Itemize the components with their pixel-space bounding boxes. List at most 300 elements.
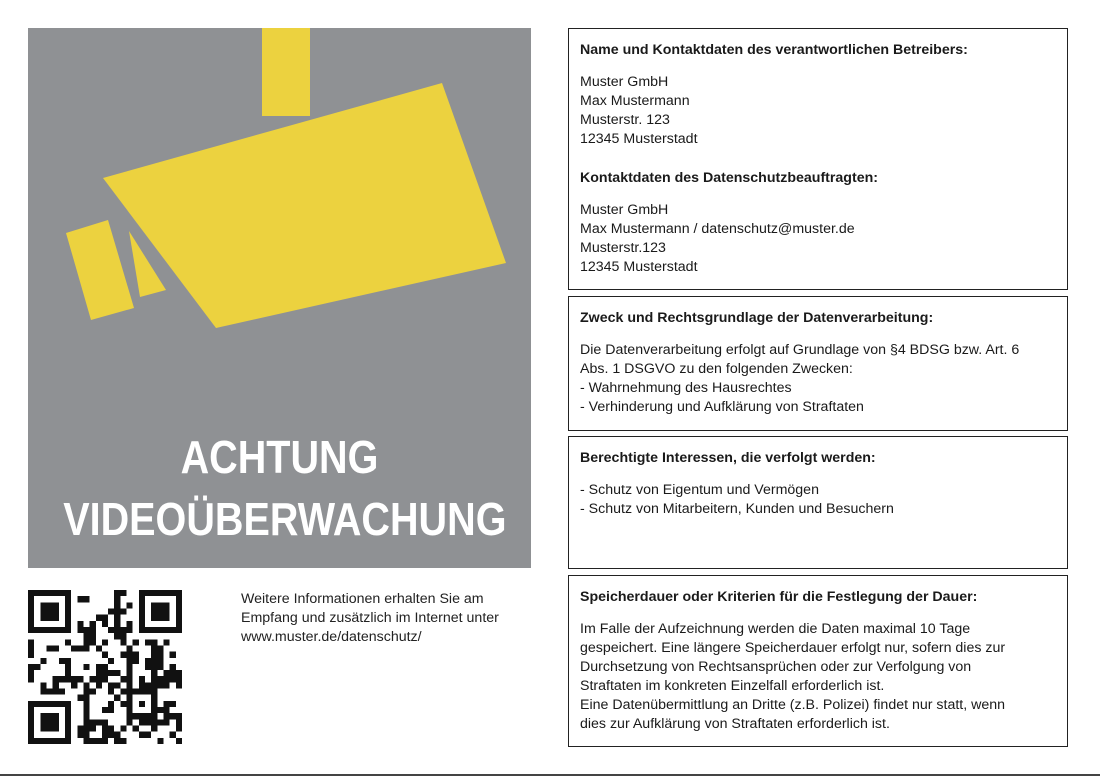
info-line: Weitere Informationen erhalten Sie am <box>241 591 484 607</box>
sign-headline-achtung: ACHTUNG <box>180 431 379 483</box>
qr-module <box>176 713 182 719</box>
qr-module <box>83 707 89 713</box>
qr-module <box>59 689 65 695</box>
qr-module <box>133 658 139 664</box>
qr-module <box>28 639 34 645</box>
qr-module <box>127 701 133 707</box>
qr-module <box>46 726 52 732</box>
qr-module <box>139 689 145 695</box>
qr-module <box>28 707 34 713</box>
qr-module <box>40 615 46 621</box>
qr-module <box>127 676 133 682</box>
qr-module <box>139 590 145 596</box>
qr-module <box>164 608 170 614</box>
qr-module <box>108 689 114 695</box>
qr-module <box>28 627 34 633</box>
qr-module <box>59 658 65 664</box>
purpose-line: Die Datenverarbeitung erfolgt auf Grundlage von §4 BDSG bzw. Art. 6 <box>580 342 1020 358</box>
qr-module <box>170 627 176 633</box>
qr-module <box>53 726 59 732</box>
operator-title: Name und Kontaktdaten des verantwortlichen Betreibers: <box>580 42 968 58</box>
qr-module <box>90 627 96 633</box>
qr-module <box>65 602 71 608</box>
qr-module <box>120 633 126 639</box>
qr-module <box>139 732 145 738</box>
qr-module <box>176 670 182 676</box>
qr-module <box>65 621 71 627</box>
qr-module <box>83 719 89 725</box>
qr-module <box>96 738 102 744</box>
qr-module <box>28 652 34 658</box>
qr-module <box>157 590 163 596</box>
qr-module <box>114 608 120 614</box>
qr-module <box>40 602 46 608</box>
qr-module <box>151 676 157 682</box>
qr-module <box>139 676 145 682</box>
camera-lens-front <box>66 220 134 320</box>
qr-module <box>65 627 71 633</box>
qr-module <box>46 602 52 608</box>
qr-module <box>53 689 59 695</box>
more-info-text <box>241 590 541 647</box>
qr-module <box>151 689 157 695</box>
qr-module <box>90 676 96 682</box>
qr-module <box>77 627 83 633</box>
qr-module <box>65 707 71 713</box>
qr-module <box>145 590 151 596</box>
qr-module <box>71 676 77 682</box>
qr-module <box>170 670 176 676</box>
interests-line: - Schutz von Mitarbeitern, Kunden und Besuchern <box>580 501 894 517</box>
qr-module <box>164 670 170 676</box>
qr-module <box>151 658 157 664</box>
purpose-line: Abs. 1 DSGVO zu den folgenden Zwecken: <box>580 361 853 377</box>
dpo-line: Muster GmbH <box>580 202 669 218</box>
qr-module <box>114 602 120 608</box>
qr-module <box>139 701 145 707</box>
qr-module <box>28 590 34 596</box>
qr-module <box>157 676 163 682</box>
qr-module <box>102 738 108 744</box>
qr-module <box>53 602 59 608</box>
qr-module <box>53 645 59 651</box>
qr-module <box>145 719 151 725</box>
qr-module <box>83 682 89 688</box>
qr-module <box>139 596 145 602</box>
qr-module <box>65 596 71 602</box>
qr-module <box>151 590 157 596</box>
qr-module <box>28 738 34 744</box>
qr-module <box>151 645 157 651</box>
qr-module <box>133 652 139 658</box>
qr-module <box>102 652 108 658</box>
qr-module <box>157 602 163 608</box>
qr-module <box>157 658 163 664</box>
qr-module <box>34 627 40 633</box>
qr-module <box>114 682 120 688</box>
qr-module <box>133 689 139 695</box>
qr-module <box>90 621 96 627</box>
qr-module <box>83 695 89 701</box>
purpose-line: - Verhinderung und Aufklärung von Straftaten <box>580 399 864 415</box>
qr-module <box>120 639 126 645</box>
qr-module <box>40 658 46 664</box>
qr-module <box>164 639 170 645</box>
qr-module <box>46 719 52 725</box>
qr-module <box>53 590 59 596</box>
qr-module <box>96 676 102 682</box>
qr-module <box>65 658 71 664</box>
qr-module <box>102 621 108 627</box>
qr-module <box>176 726 182 732</box>
qr-module <box>65 615 71 621</box>
qr-module <box>120 590 126 596</box>
qr-module <box>157 645 163 651</box>
qr-module <box>127 664 133 670</box>
qr-module <box>77 695 83 701</box>
storage-line: Eine Datenübermittlung an Dritte (z.B. Polizei) findet nur statt, wenn <box>580 697 1006 713</box>
qr-module <box>114 670 120 676</box>
qr-module <box>83 713 89 719</box>
qr-module <box>133 726 139 732</box>
qr-module <box>151 682 157 688</box>
dpo-line: 12345 Musterstadt <box>580 259 698 275</box>
qr-module <box>151 652 157 658</box>
qr-module <box>65 726 71 732</box>
qr-module <box>96 682 102 688</box>
qr-module <box>120 652 126 658</box>
qr-module <box>65 701 71 707</box>
info-line: Empfang und zusätzlich im Internet unter <box>241 610 499 626</box>
qr-module <box>65 713 71 719</box>
qr-module <box>145 664 151 670</box>
qr-module <box>40 701 46 707</box>
qr-module <box>120 689 126 695</box>
qr-module <box>34 738 40 744</box>
qr-module <box>83 627 89 633</box>
qr-module <box>53 738 59 744</box>
storage-line: Durchsetzung von Rechtsansprüchen oder zur Verfolgung von <box>580 659 972 675</box>
qr-module <box>133 639 139 645</box>
qr-module <box>83 738 89 744</box>
operator-line: Musterstr. 123 <box>580 112 670 128</box>
operator-contact-box <box>568 28 1068 290</box>
qr-module <box>65 732 71 738</box>
interests-box <box>568 436 1068 569</box>
qr-module <box>176 615 182 621</box>
qr-module <box>40 713 46 719</box>
purpose-line: - Wahrnehmung des Hausrechtes <box>580 380 792 396</box>
qr-module <box>90 633 96 639</box>
qr-module <box>65 590 71 596</box>
dpo-line: Max Mustermann / datenschutz@muster.de <box>580 221 855 237</box>
qr-module <box>28 726 34 732</box>
operator-line: Muster GmbH <box>580 74 669 90</box>
qr-module <box>90 689 96 695</box>
qr-module <box>46 645 52 651</box>
qr-module <box>28 596 34 602</box>
qr-module <box>151 639 157 645</box>
qr-module <box>139 615 145 621</box>
qr-module <box>108 732 114 738</box>
qr-module <box>53 719 59 725</box>
qr-module <box>139 713 145 719</box>
qr-module <box>127 627 133 633</box>
qr-module <box>90 738 96 744</box>
qr-module <box>65 719 71 725</box>
qr-module <box>28 676 34 682</box>
qr-module <box>108 682 114 688</box>
qr-module <box>77 726 83 732</box>
qr-module <box>40 627 46 633</box>
qr-module <box>145 732 151 738</box>
dpo-title: Kontaktdaten des Datenschutzbeauftragten: <box>580 170 878 186</box>
qr-module <box>170 652 176 658</box>
qr-module <box>102 639 108 645</box>
qr-module <box>151 602 157 608</box>
camera-mount <box>262 28 310 116</box>
qr-module <box>157 682 163 688</box>
operator-line: Max Mustermann <box>580 93 690 109</box>
qr-module <box>28 713 34 719</box>
qr-module <box>127 621 133 627</box>
qr-module <box>59 627 65 633</box>
qr-module <box>40 689 46 695</box>
qr-module <box>34 590 40 596</box>
qr-module <box>127 719 133 725</box>
qr-module <box>65 676 71 682</box>
qr-module <box>96 615 102 621</box>
qr-module <box>176 627 182 633</box>
qr-module <box>114 627 120 633</box>
qr-module <box>157 664 163 670</box>
qr-module <box>151 627 157 633</box>
qr-module <box>170 676 176 682</box>
qr-module <box>139 621 145 627</box>
qr-module <box>46 590 52 596</box>
qr-module <box>120 738 126 744</box>
qr-module <box>34 701 40 707</box>
qr-module <box>151 664 157 670</box>
qr-module <box>53 713 59 719</box>
qr-module <box>114 615 120 621</box>
qr-module <box>127 670 133 676</box>
qr-module <box>77 732 83 738</box>
storage-line: Im Falle der Aufzeichnung werden die Daten maximal 10 Tage <box>580 621 971 637</box>
operator-line: 12345 Musterstadt <box>580 131 698 147</box>
qr-module <box>164 707 170 713</box>
qr-module <box>46 713 52 719</box>
qr-module <box>164 590 170 596</box>
qr-module <box>65 639 71 645</box>
qr-module <box>127 713 133 719</box>
qr-module <box>59 701 65 707</box>
qr-module <box>176 621 182 627</box>
qr-module <box>90 639 96 645</box>
qr-module <box>59 738 65 744</box>
qr-module <box>34 664 40 670</box>
qr-module <box>53 701 59 707</box>
qr-module <box>114 633 120 639</box>
qr-module <box>164 701 170 707</box>
qr-module <box>170 732 176 738</box>
qr-module <box>151 713 157 719</box>
qr-module <box>28 621 34 627</box>
bottom-divider <box>0 774 1100 776</box>
qr-module <box>65 664 71 670</box>
qr-module <box>28 732 34 738</box>
qr-module <box>28 664 34 670</box>
qr-module <box>151 707 157 713</box>
qr-module <box>127 682 133 688</box>
dpo-line: Musterstr.123 <box>580 240 666 256</box>
qr-module <box>108 608 114 614</box>
qr-module <box>71 645 77 651</box>
qr-module <box>127 645 133 651</box>
qr-module <box>145 658 151 664</box>
qr-module <box>83 689 89 695</box>
qr-module <box>53 682 59 688</box>
qr-module <box>77 645 83 651</box>
storage-line: Straftaten im konkreten Einzelfall erforderlich ist. <box>580 678 885 694</box>
qr-module <box>53 615 59 621</box>
qr-module <box>139 682 145 688</box>
qr-module <box>28 602 34 608</box>
qr-module <box>83 732 89 738</box>
qr-module <box>151 719 157 725</box>
qr-module <box>127 707 133 713</box>
qr-module <box>151 615 157 621</box>
qr-module <box>145 627 151 633</box>
qr-module <box>127 652 133 658</box>
qr-module <box>28 670 34 676</box>
qr-module <box>151 670 157 676</box>
qr-module <box>176 738 182 744</box>
qr-module <box>176 602 182 608</box>
qr-module <box>53 608 59 614</box>
storage-line: gespeichert. Eine längere Speicherdauer erfolgt nur, sofern dies zur <box>580 640 1006 656</box>
qr-module <box>83 645 89 651</box>
info-url: www.muster.de/datenschutz/ <box>241 629 422 645</box>
qr-module <box>176 596 182 602</box>
qr-module <box>170 713 176 719</box>
cctv-warning-sign <box>28 28 531 568</box>
qr-module <box>139 608 145 614</box>
qr-module <box>133 713 139 719</box>
qr-module <box>108 627 114 633</box>
qr-module <box>65 670 71 676</box>
qr-module <box>40 590 46 596</box>
qr-module <box>176 682 182 688</box>
qr-module <box>77 621 83 627</box>
qr-module <box>151 701 157 707</box>
qr-module <box>151 695 157 701</box>
qr-module <box>139 627 145 633</box>
qr-module <box>170 590 176 596</box>
qr-module <box>114 596 120 602</box>
qr-module <box>164 615 170 621</box>
qr-module <box>83 633 89 639</box>
qr-module <box>145 689 151 695</box>
qr-module <box>170 701 176 707</box>
qr-module <box>83 664 89 670</box>
qr-module <box>145 639 151 645</box>
qr-module <box>151 726 157 732</box>
qr-module <box>46 738 52 744</box>
qr-module <box>127 658 133 664</box>
qr-module <box>46 615 52 621</box>
qr-module <box>120 676 126 682</box>
qr-module <box>40 726 46 732</box>
qr-module <box>96 719 102 725</box>
qr-module <box>145 682 151 688</box>
qr-module <box>83 639 89 645</box>
qr-module <box>114 732 120 738</box>
qr-module <box>90 719 96 725</box>
qr-module <box>53 676 59 682</box>
qr-module <box>157 615 163 621</box>
purpose-title: Zweck und Rechtsgrundlage der Datenverarbeitung: <box>580 310 934 326</box>
qr-module <box>157 707 163 713</box>
qr-module <box>176 608 182 614</box>
qr-module <box>83 596 89 602</box>
qr-module <box>151 608 157 614</box>
qr-module <box>139 719 145 725</box>
qr-module <box>28 645 34 651</box>
camera-body <box>103 83 506 328</box>
qr-module <box>96 645 102 651</box>
qr-module <box>46 689 52 695</box>
camera-icon <box>28 28 531 568</box>
qr-module <box>176 719 182 725</box>
qr-module <box>127 695 133 701</box>
qr-module <box>114 695 120 701</box>
qr-module <box>120 627 126 633</box>
qr-module <box>108 670 114 676</box>
purpose-box <box>568 296 1068 431</box>
qr-module <box>127 602 133 608</box>
qr-module <box>108 701 114 707</box>
qr-module <box>145 713 151 719</box>
qr-code-icon <box>28 590 182 744</box>
qr-module <box>40 682 46 688</box>
qr-module <box>157 652 163 658</box>
qr-module <box>96 664 102 670</box>
qr-module <box>46 608 52 614</box>
qr-module <box>164 713 170 719</box>
qr-module <box>102 726 108 732</box>
storage-box <box>568 575 1068 747</box>
qr-module <box>28 608 34 614</box>
qr-module <box>102 707 108 713</box>
qr-module <box>83 726 89 732</box>
qr-module <box>164 682 170 688</box>
qr-module <box>164 719 170 725</box>
qr-module <box>114 738 120 744</box>
sign-headline-videoueberwachung: VIDEOÜBERWACHUNG <box>63 493 507 545</box>
interests-title: Berechtigte Interessen, die verfolgt werden: <box>580 450 876 466</box>
qr-module <box>120 701 126 707</box>
qr-module <box>102 719 108 725</box>
storage-line: dies zur Aufklärung von Straftaten erforderlich ist. <box>580 716 890 732</box>
qr-module <box>40 608 46 614</box>
qr-module <box>157 608 163 614</box>
qr-module <box>108 707 114 713</box>
qr-module <box>65 608 71 614</box>
qr-module <box>46 701 52 707</box>
storage-title: Speicherdauer oder Kriterien für die Festlegung der Dauer: <box>580 589 978 605</box>
qr-module <box>96 670 102 676</box>
